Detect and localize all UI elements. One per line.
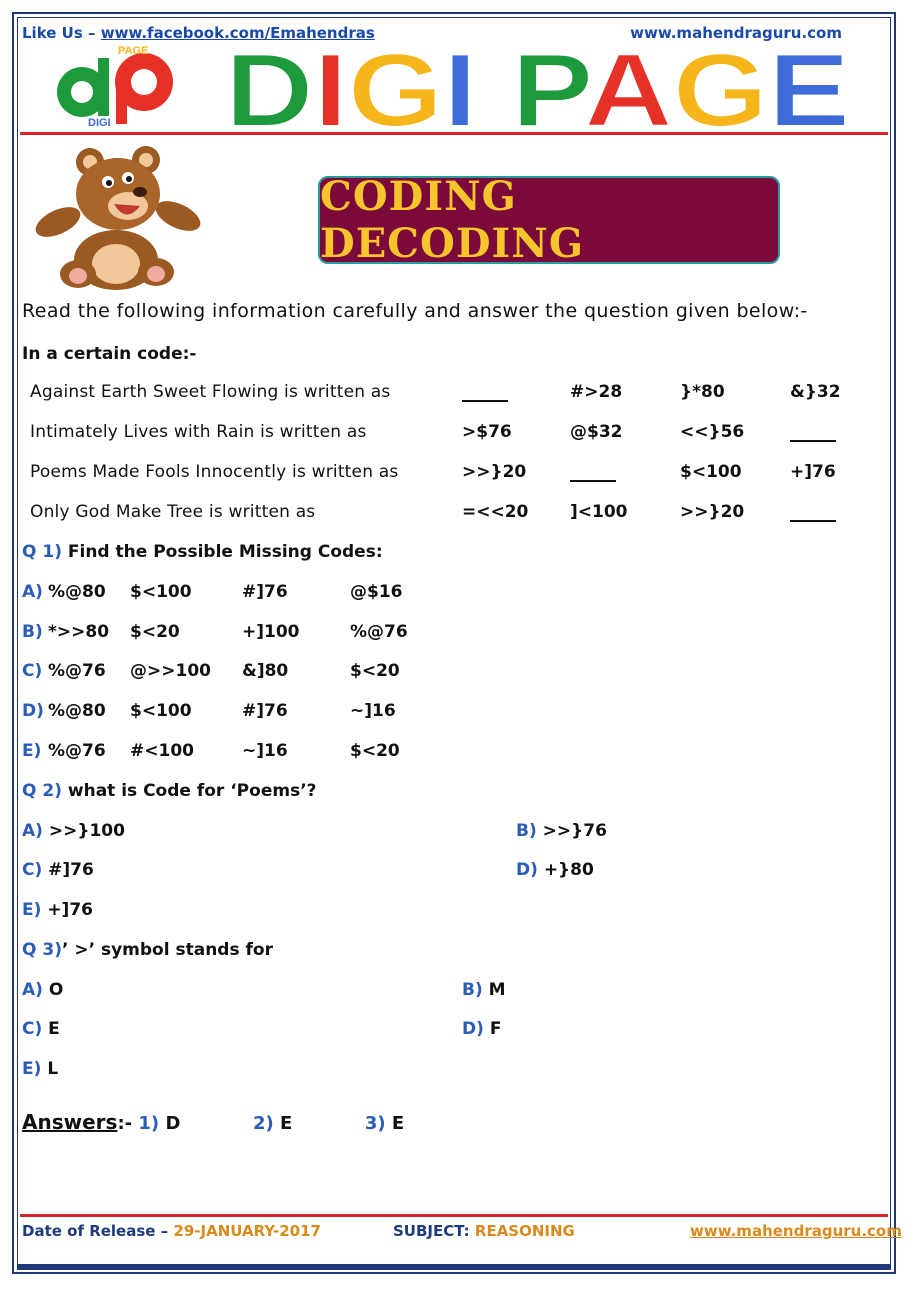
code-cell: }*80 bbox=[680, 382, 725, 402]
banner-text: D IG I P A G E bbox=[225, 40, 838, 132]
option-code: &]80 bbox=[242, 661, 289, 681]
code-cell: >>}20 bbox=[680, 502, 745, 522]
option-code: %@80 bbox=[48, 701, 106, 721]
question-1 bbox=[22, 542, 383, 562]
option-label: E) bbox=[22, 900, 42, 920]
answer-value: E bbox=[280, 1113, 293, 1134]
answer-number: 1) bbox=[138, 1113, 160, 1134]
option-code: ~]16 bbox=[242, 741, 288, 761]
question-text: ’ >’ symbol stands for bbox=[61, 940, 273, 960]
option-label: B) bbox=[462, 980, 483, 1000]
subject bbox=[393, 1222, 575, 1240]
option-label: D) bbox=[462, 1019, 484, 1039]
release-label: Date of Release – bbox=[22, 1222, 174, 1240]
code-row bbox=[0, 462, 910, 488]
code-row bbox=[0, 502, 910, 528]
option-code: %@76 bbox=[48, 741, 106, 761]
option-value: >>}100 bbox=[48, 821, 125, 841]
facebook-link[interactable]: www.facebook.com/Emahendras bbox=[100, 24, 375, 42]
q2-option-d[interactable] bbox=[516, 860, 594, 880]
code-blank bbox=[570, 462, 616, 482]
option-code: @$16 bbox=[350, 582, 403, 602]
q2-option-a[interactable] bbox=[22, 821, 125, 841]
code-cell: >>}20 bbox=[462, 462, 527, 482]
answer-value: E bbox=[391, 1113, 405, 1134]
code-cell: $<100 bbox=[680, 462, 742, 482]
option-code: #<100 bbox=[130, 741, 194, 761]
option-label: B) bbox=[516, 821, 537, 841]
option-code: $<100 bbox=[130, 582, 192, 602]
q3-option-c[interactable] bbox=[22, 1019, 60, 1039]
option-value: O bbox=[48, 980, 64, 1000]
question-number: Q 3) bbox=[22, 940, 62, 960]
q3-option-b[interactable] bbox=[462, 980, 506, 1000]
option-value: #]76 bbox=[48, 860, 94, 880]
option-value: +}80 bbox=[543, 860, 594, 880]
q1-option-b[interactable] bbox=[0, 622, 910, 648]
answers-line bbox=[22, 1110, 404, 1134]
teddy-bear-icon bbox=[28, 142, 203, 290]
q2-option-b[interactable] bbox=[516, 821, 607, 841]
answers-label: Answers bbox=[22, 1110, 118, 1134]
footer-divider bbox=[20, 1214, 888, 1217]
option-label: D) bbox=[22, 701, 44, 721]
code-cell: &}32 bbox=[790, 382, 841, 402]
code-blank bbox=[790, 502, 836, 522]
logo-text-top: PAGE bbox=[118, 45, 149, 57]
subject-value: REASONING bbox=[474, 1222, 575, 1240]
instruction-text: Read the following information carefully and answer the question given below:- bbox=[22, 300, 808, 322]
page-frame-bottom-bar bbox=[17, 1264, 891, 1270]
option-code: $<100 bbox=[130, 701, 192, 721]
code-cell: +]76 bbox=[790, 462, 836, 482]
option-value: M bbox=[488, 980, 506, 1000]
q2-option-c[interactable] bbox=[22, 860, 94, 880]
q3-option-d[interactable] bbox=[462, 1019, 501, 1039]
option-code: %@80 bbox=[48, 582, 106, 602]
option-label: A) bbox=[22, 980, 43, 1000]
q3-option-a[interactable] bbox=[22, 980, 63, 1000]
option-label: A) bbox=[22, 821, 43, 841]
code-row bbox=[0, 422, 910, 448]
code-blank bbox=[790, 422, 836, 442]
question-3 bbox=[22, 940, 273, 960]
option-code: $<20 bbox=[350, 661, 400, 681]
option-code: $<20 bbox=[130, 622, 180, 642]
q3-option-e[interactable] bbox=[22, 1059, 58, 1079]
option-label: E) bbox=[22, 1059, 42, 1079]
logo-text-bottom: DIGI bbox=[88, 117, 111, 128]
option-code: ~]16 bbox=[350, 701, 396, 721]
code-cell: @$32 bbox=[570, 422, 623, 442]
option-code: $<20 bbox=[350, 741, 400, 761]
digi-page-logo bbox=[48, 44, 183, 128]
question-number: Q 1) bbox=[22, 542, 62, 562]
code-row-desc: Only God Make Tree is written as bbox=[30, 502, 316, 522]
option-label: D) bbox=[516, 860, 538, 880]
answers-sep: :- bbox=[117, 1113, 133, 1134]
option-code: #]76 bbox=[242, 582, 288, 602]
option-label: B) bbox=[22, 622, 43, 642]
release-date bbox=[22, 1222, 321, 1240]
digi-page-banner bbox=[225, 40, 855, 132]
code-row-desc: Intimately Lives with Rain is written as bbox=[30, 422, 367, 442]
code-cell: >$76 bbox=[462, 422, 512, 442]
code-cell: <<}56 bbox=[680, 422, 745, 442]
answer-number: 2) bbox=[252, 1113, 274, 1134]
header-divider bbox=[20, 132, 888, 135]
option-code: @>>100 bbox=[130, 661, 211, 681]
code-cell: =<<20 bbox=[462, 502, 529, 522]
option-label: C) bbox=[22, 1019, 43, 1039]
option-label: E) bbox=[22, 741, 42, 761]
site-link-top[interactable]: www.mahendraguru.com bbox=[630, 24, 842, 42]
like-prefix: Like Us – bbox=[22, 24, 101, 42]
code-row-desc: Poems Made Fools Innocently is written as bbox=[30, 462, 399, 482]
q1-option-c[interactable] bbox=[0, 661, 910, 687]
option-label: C) bbox=[22, 661, 43, 681]
option-value: +]76 bbox=[47, 900, 93, 920]
title-banner bbox=[318, 173, 780, 267]
option-value: E bbox=[48, 1019, 60, 1039]
code-row bbox=[0, 382, 910, 408]
q1-option-d[interactable] bbox=[0, 701, 910, 727]
code-intro: In a certain code:- bbox=[22, 344, 197, 364]
option-code: #]76 bbox=[242, 701, 288, 721]
question-number: Q 2) bbox=[22, 781, 62, 801]
code-row-desc: Against Earth Sweet Flowing is written as bbox=[30, 382, 391, 402]
code-cell: #>28 bbox=[570, 382, 623, 402]
option-label: C) bbox=[22, 860, 43, 880]
option-code: +]100 bbox=[242, 622, 300, 642]
q2-option-e[interactable] bbox=[22, 900, 93, 920]
subject-label: SUBJECT: bbox=[393, 1222, 475, 1240]
answer-value: D bbox=[165, 1113, 181, 1134]
question-text: Find the Possible Missing Codes: bbox=[67, 542, 383, 562]
site-link-footer[interactable]: www.mahendraguru.com bbox=[690, 1222, 902, 1240]
option-label: A) bbox=[22, 582, 43, 602]
option-value: L bbox=[47, 1059, 59, 1079]
code-cell: ]<100 bbox=[570, 502, 628, 522]
q1-option-e[interactable] bbox=[0, 741, 910, 767]
q1-option-a[interactable] bbox=[0, 582, 910, 608]
page-title: CODING DECODING bbox=[320, 173, 584, 267]
option-value: F bbox=[489, 1019, 502, 1039]
answer-number: 3) bbox=[364, 1113, 386, 1134]
option-value: >>}76 bbox=[542, 821, 607, 841]
option-code: *>>80 bbox=[48, 622, 110, 642]
option-code: %@76 bbox=[350, 622, 408, 642]
question-text: what is Code for ‘Poems’? bbox=[67, 781, 317, 801]
option-code: %@76 bbox=[48, 661, 106, 681]
question-2 bbox=[22, 781, 317, 801]
release-value: 29-JANUARY-2017 bbox=[173, 1222, 321, 1240]
code-blank bbox=[462, 382, 508, 402]
